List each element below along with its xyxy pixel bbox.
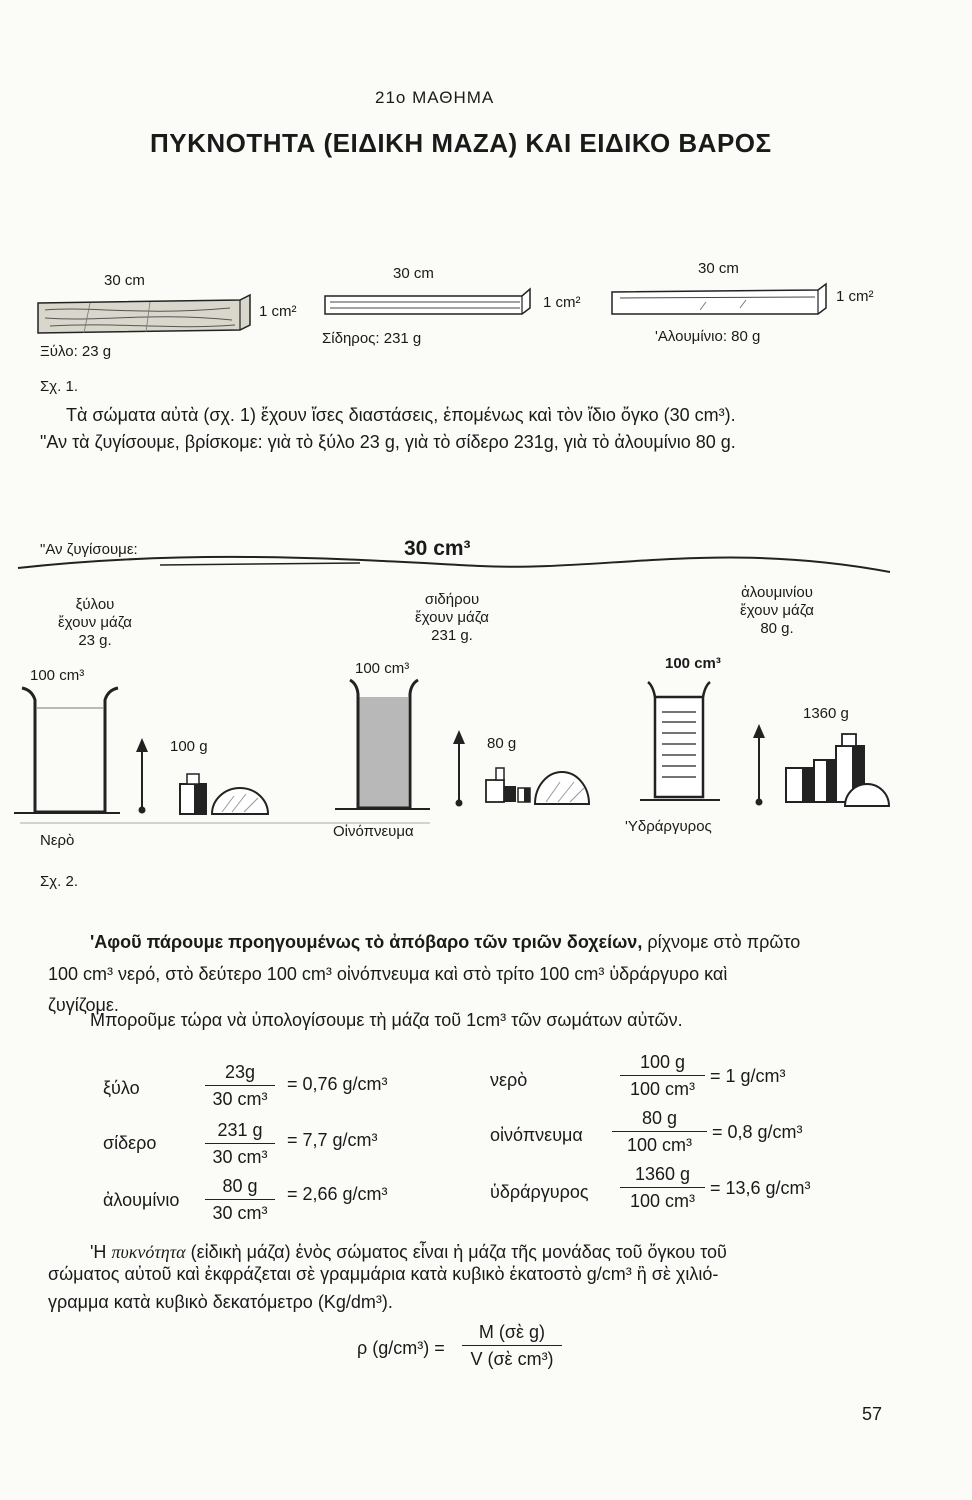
calc-water-result: = 1 g/cm³	[710, 1066, 786, 1086]
iron-mass-label: Σίδηρος: 231 g	[322, 330, 422, 347]
aluminium-mass-note	[722, 584, 832, 638]
formula-lhs: ρ (g/cm³) =	[357, 1338, 445, 1358]
wood-area: 1 cm²	[259, 303, 297, 320]
calc-wood-num: 23g	[205, 1062, 275, 1086]
water-weight: 100 g	[170, 738, 208, 755]
weights-3	[786, 734, 889, 806]
iron-note-line-2: ἔχουν μάζα	[415, 609, 489, 626]
calc-mercury-num: 1360 g	[620, 1164, 705, 1188]
mercury-beaker	[640, 682, 720, 800]
calc-iron-den: 30 cm³	[212, 1147, 268, 1167]
wood-note-line-1: ξύλου	[75, 596, 115, 613]
calc-wood-fraction	[205, 1062, 275, 1110]
calc-aluminium-den: 30 cm³	[212, 1203, 268, 1223]
calc-wood-result: = 0,76 g/cm³	[287, 1074, 388, 1094]
definition-line-2: σώματος αὐτοῦ καὶ ἐκφράζεται σὲ γραμμάρια κατὰ κυβικὸ ἑκατοστὸ g/cm³ ἢ σὲ χιλιό-	[48, 1264, 719, 1284]
calc-aluminium-result: = 2,66 g/cm³	[287, 1184, 388, 1204]
weights-1	[180, 774, 268, 814]
aluminium-note-line-3: 80 g.	[760, 620, 794, 637]
aluminium-note-line-2: ἔχουν μάζα	[740, 602, 814, 619]
figure-1-caption: Σχ. 1.	[40, 378, 78, 395]
calc-aluminium-name: ἀλουμίνιο	[103, 1190, 180, 1210]
weights-2	[486, 768, 589, 804]
water-volume: 100 cm³	[30, 667, 85, 684]
calc-mercury-result: = 13,6 g/cm³	[710, 1178, 811, 1198]
mercury-label: 'Υδράργυρος	[625, 818, 712, 835]
calc-water-name: νερὸ	[490, 1070, 528, 1090]
calc-wood-den: 30 cm³	[212, 1089, 268, 1109]
weight-arrow-1	[136, 738, 148, 814]
paragraph-1-line-1: Τὰ σώματα αὐτὰ (σχ. 1) ἔχουν ἴσες διαστάσεις, ἑπομένως καὶ τὸν ἴδιο ὄγκο (30 cm³).	[66, 405, 736, 425]
calc-alcohol-den: 100 cm³	[626, 1135, 693, 1155]
weight-arrow-2	[453, 730, 465, 807]
calc-aluminium-fraction	[205, 1176, 275, 1224]
figure-2-intro: "Αν ζυγίσουμε:	[40, 541, 138, 558]
alcohol-label: Οἰνόπνευμα	[333, 823, 414, 840]
calc-iron-name: σίδερο	[103, 1133, 157, 1153]
alcohol-weight: 80 g	[487, 735, 517, 752]
alcohol-volume: 100 cm³	[355, 660, 410, 677]
calc-alcohol-name: οἰνόπνευμα	[490, 1125, 583, 1145]
formula-numerator: M (σὲ g)	[462, 1322, 562, 1346]
paragraph-2-line-2: 100 cm³ νερό, στὸ δεύτερο 100 cm³ οἰνόπνευμα καὶ στὸ τρίτο 100 cm³ ὑδράργυρο καὶ	[48, 964, 728, 984]
formula-denominator: V (σὲ cm³)	[470, 1349, 554, 1369]
wood-bar	[38, 295, 250, 333]
calc-water-den: 100 cm³	[629, 1079, 696, 1099]
aluminium-bar	[612, 284, 826, 314]
calc-water-fraction	[620, 1052, 705, 1100]
calc-alcohol-num: 80 g	[612, 1108, 707, 1132]
alcohol-beaker	[335, 680, 430, 809]
iron-mass-note	[397, 591, 507, 645]
definition-line-3: γραμμα κατὰ κυβικὸ δεκατόμετρο (Kg/dm³).	[48, 1292, 393, 1312]
figure-2-caption: Σχ. 2.	[40, 873, 78, 890]
iron-bar	[325, 289, 530, 314]
iron-note-line-1: σιδήρου	[424, 591, 480, 608]
page-number: 57	[862, 1404, 883, 1424]
calc-mercury-name: ὑδράργυρος	[490, 1182, 589, 1202]
calc-alcohol-fraction	[612, 1108, 707, 1156]
definition-rest: (εἰδικὴ μάζα) ἑνὸς σώματος εἶναι ἡ μάζα τῆς μονάδας τοῦ ὄγκου τοῦ	[185, 1242, 727, 1262]
mercury-weight: 1360 g	[803, 705, 849, 722]
iron-area: 1 cm²	[543, 294, 581, 311]
calc-aluminium-num: 80 g	[205, 1176, 275, 1200]
formula-fraction	[462, 1322, 562, 1370]
lesson-number: 21ο ΜΑΘΗΜΑ	[375, 88, 495, 107]
definition-line-1	[90, 1242, 727, 1263]
calc-wood-name: ξύλο	[103, 1078, 140, 1098]
aluminium-length: 30 cm	[698, 260, 739, 277]
definition-start: 'Η	[90, 1242, 112, 1262]
water-beaker	[14, 688, 120, 813]
water-label: Νερὸ	[40, 832, 75, 849]
wood-note-line-3: 23 g.	[78, 632, 112, 649]
definition-term: πυκνότητα	[111, 1242, 186, 1262]
calc-mercury-den: 100 cm³	[629, 1191, 696, 1211]
wood-note-line-2: ἔχουν μάζα	[58, 614, 132, 631]
paragraph-2-rest: ρίχνομε στὸ πρῶτο	[642, 932, 801, 952]
wood-mass-note	[40, 596, 150, 650]
calc-iron-result: = 7,7 g/cm³	[287, 1130, 378, 1150]
paragraph-2-line-3: ζυγίζομε.	[48, 995, 119, 1015]
calc-mercury-fraction	[620, 1164, 705, 1212]
calc-water-num: 100 g	[620, 1052, 705, 1076]
calc-alcohol-result: = 0,8 g/cm³	[712, 1122, 803, 1142]
iron-note-line-3: 231 g.	[431, 627, 473, 644]
weight-arrow-3	[753, 724, 765, 806]
wood-mass-label: Ξύλο: 23 g	[40, 343, 112, 360]
wood-length: 30 cm	[104, 272, 145, 289]
paragraph-2-line-4: Μποροῦμε τώρα νὰ ὑπολογίσουμε τὴ μάζα τοῦ 1cm³ τῶν σωμάτων αὐτῶν.	[90, 1010, 683, 1030]
paragraph-1-line-2: "Αν τὰ ζυγίσουμε, βρίσκομε: γιὰ τὸ ξύλο 23 g, γιὰ τὸ σίδερο 231g, γιὰ τὸ ἀλουμίνιο 80 g.	[40, 432, 736, 452]
aluminium-area: 1 cm²	[836, 288, 874, 305]
figure-2-volume: 30 cm³	[404, 537, 471, 560]
aluminium-note-line-1: ἀλουμινίου	[741, 584, 813, 601]
calc-iron-num: 231 g	[205, 1120, 275, 1144]
paragraph-2-line-1	[90, 932, 800, 953]
mercury-volume: 100 cm³	[665, 655, 721, 672]
page-title: ΠΥΚΝΟΤΗΤΑ (ΕΙΔΙΚΗ ΜΑΖΑ) ΚΑΙ ΕΙΔΙΚΟ ΒΑΡΟΣ	[150, 128, 772, 158]
aluminium-mass-label: 'Αλουμίνιο: 80 g	[655, 328, 761, 345]
calc-iron-fraction	[205, 1120, 275, 1168]
paragraph-2-bold: 'Αφοῦ πάρουμε προηγουμένως τὸ ἀπόβαρο τῶν τριῶν δοχείων,	[90, 932, 643, 952]
iron-length: 30 cm	[393, 265, 434, 282]
